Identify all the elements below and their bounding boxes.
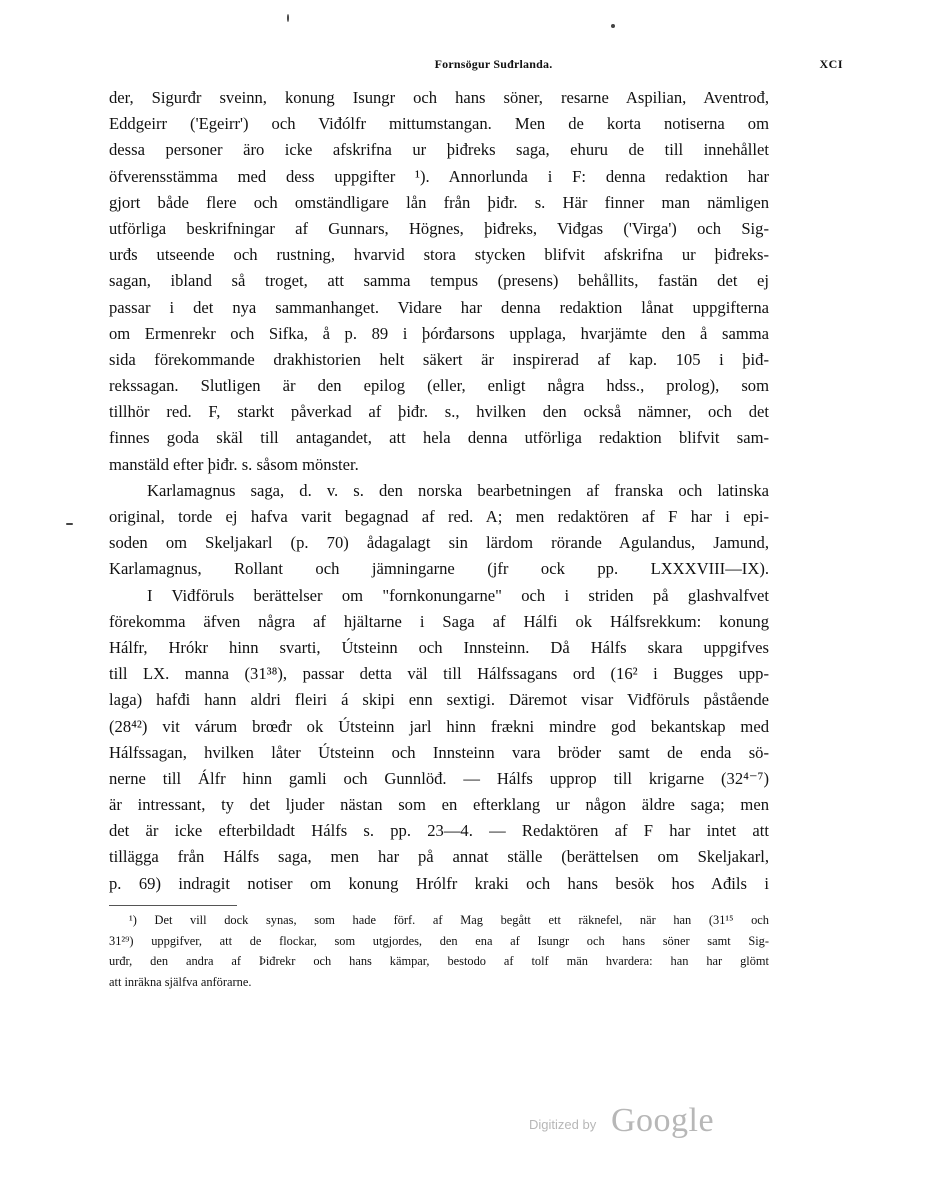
running-title: Fornsögur Suđrlanda. xyxy=(434,57,553,71)
text-line: Karlamagnus saga, d. v. s. den norska bearbetningen af franska och latinska xyxy=(147,480,769,500)
text-line: Hálfr, Hrókr hinn svarti, Útsteinn och Innsteinn. Då Hálfs skara uppgifves xyxy=(109,637,769,657)
text-line: laga) hafđi hann aldri fleiri á skipi enn sextigi. Däremot visar Viđföruls påstående xyxy=(109,690,769,710)
text-line: är intressant, ty det ljuder nästan som en efterklang ur någon äldre saga; men xyxy=(109,795,769,815)
text-line: p. 69) indragit notiser om konung Hrólfr kraki och hans besök hos Ađils i xyxy=(109,873,769,893)
footnote-line: 31²⁹) uppgifver, att de flockar, som utgjordes, den ena af Isungr och hans söner samt Sig- xyxy=(109,933,769,948)
text-line: manstäld efter þiđr. s. såsom mönster. xyxy=(109,454,359,474)
text-line: gjort både flere och omständligare lån från þiđr. s. Här finner man nämligen xyxy=(109,192,769,212)
scan-speck xyxy=(611,24,615,28)
main-text xyxy=(109,85,769,897)
text-line: sida förekommande drakhistorien helt säkert är inspirerad af kap. 105 i þiđ- xyxy=(109,349,769,369)
text-line: öfverensstämma med dess uppgifter ¹). Annorlunda i F: denna redaktion har xyxy=(109,166,769,186)
page-number: XCI xyxy=(819,57,843,71)
footnote-line: att inräkna själfva anförarne. xyxy=(109,974,252,989)
text-line: der, Sigurđr sveinn, konung Isungr och hans söner, resarne Aspilian, Aventrođ, xyxy=(109,88,769,107)
text-line: till LX. manna (31³⁸), passar detta väl till Hálfssagans ord (16² i Bugges upp- xyxy=(109,664,769,684)
text-line: Karlamagnus, Rollant och jämningarne (jfr ock pp. LXXXVIII—IX). xyxy=(109,559,769,579)
text-line: I Viđföruls berättelser om "fornkonungarne" och i striden på glashvalfvet xyxy=(147,585,769,605)
footnote xyxy=(109,910,769,992)
text-line: nerne till Álfr hinn gamli och Gunnlöđ. — Hálfs upprop till krigarne (32⁴⁻⁷) xyxy=(109,768,769,788)
text-line: förekomma äfven några af hjältarne i Saga af Hálfi ok Hálfsrekkum: konung xyxy=(109,611,769,631)
text-line: Hálfssagan, hvilken låter Útsteinn och Innsteinn vara bröder samt de enda sö- xyxy=(109,742,769,762)
text-line: urđs utseende och rustning, hvarvid stora stycken blifvit afskrifna ur þiđreks- xyxy=(109,245,769,265)
text-line: det är icke efterbildadt Hálfs s. pp. 23—4. — Redaktören af F har intet att xyxy=(109,821,769,841)
text-line: rekssagan. Slutligen är den epilog (eller, enligt några hdss., prolog), som xyxy=(109,376,769,396)
text-line: original, torde ej hafva varit begagnad af red. A; men redaktören af F har i epi- xyxy=(109,507,769,526)
text-line: tillhör red. F, starkt påverkad af þiđr. s., hvilken den också nämner, och det xyxy=(109,402,769,422)
footnote-line: urđr, den andra af Þiđrekr och hans kämpar, bestodo af tolf män hvardera: han har glömt xyxy=(109,954,769,968)
watermark-brand: Google xyxy=(611,1102,715,1139)
text-line: om Ermenrekr och Sifka, å p. 89 i þórđarsons upplaga, hvarjämte den å samma xyxy=(109,323,769,343)
digitized-watermark xyxy=(529,1098,749,1138)
text-line: finnes goda skäl till antagandet, att hela denna utförliga redaktion blifvit sam- xyxy=(109,428,769,448)
running-header xyxy=(104,57,843,77)
watermark-prefix: Digitized by xyxy=(529,1117,597,1132)
text-line: passar i det nya sammanhanget. Vidare har denna redaktion lånat uppgifterna xyxy=(109,297,769,317)
text-line: (28⁴²) vit várum brœđr ok Útsteinn jarl hinn frækni mindre god bekantskap med xyxy=(109,716,769,736)
footnote-line: ¹) Det vill dock synas, som hade förf. af Mag begått ett räknefel, när han (31¹⁵ och xyxy=(129,913,769,927)
text-line: Eddgeirr ('Egeirr') och Viđólfr mittumstangan. Men de korta notiserna om xyxy=(109,114,769,134)
text-line: utförliga beskrifningar af Gunnars, Högnes, þiđreks, Viđgas ('Virga') och Sig- xyxy=(109,218,769,238)
text-line: tillägga från Hálfs saga, men har på annat ställe (berättelsen om Skeljakarl, xyxy=(109,847,769,867)
text-line: dessa personer äro icke afskrifna ur þiđreks saga, ehuru de till innehållet xyxy=(109,140,769,160)
text-line: soden om Skeljakarl (p. 70) ådagalagt sin lärdom rörande Agulandus, Jamund, xyxy=(109,533,769,553)
text-line: sagan, ibland så troget, att samma tempus (presens) behållits, fastän det ej xyxy=(109,271,769,291)
scan-speck xyxy=(66,523,73,525)
scan-speck xyxy=(287,14,289,22)
footnote-rule xyxy=(109,905,237,906)
